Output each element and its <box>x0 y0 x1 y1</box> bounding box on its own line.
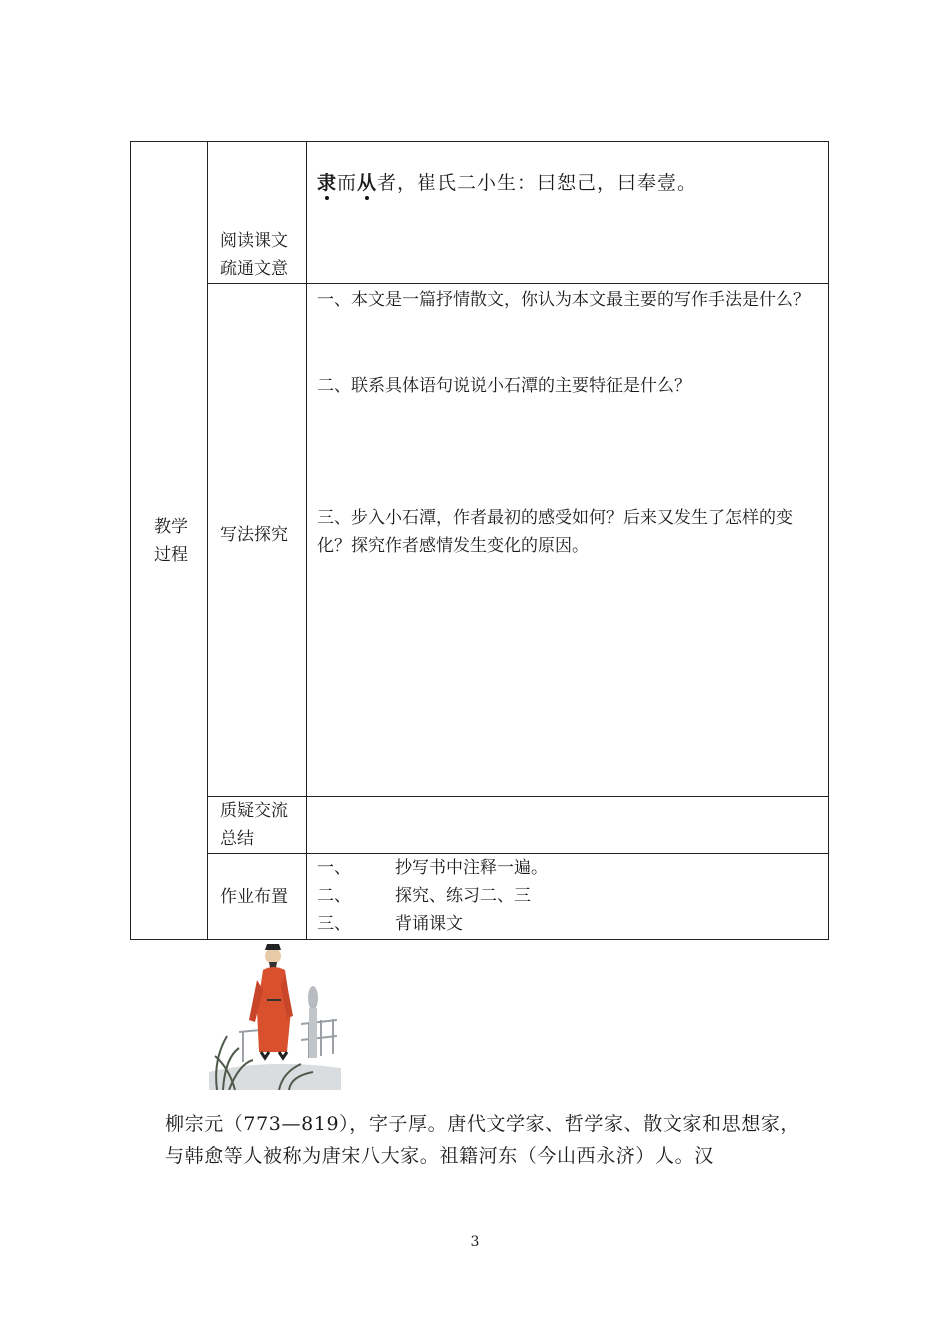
author-biography: 柳宗元（773—819），字子厚。唐代文学家、哲学家、散文家和思想家，与韩愈等人被称为唐宋八大家。祖籍河东（今山西永济）人。汉 <box>165 1113 801 1167</box>
homework-list <box>307 854 828 938</box>
homework-num: 三、 <box>317 914 351 934</box>
stage-label-line2: 过程 <box>154 544 188 565</box>
reading-label-line2: 疏通文意 <box>220 259 288 279</box>
portrait-illustration <box>209 940 341 1090</box>
stage-label-line1: 教学 <box>154 516 188 537</box>
excerpt-rest: 者，崔氏二小生：曰恕己，曰奉壹。 <box>377 172 698 194</box>
homework-text: 背诵课文 <box>395 914 463 934</box>
writing-label: 写法探究 <box>220 525 288 545</box>
homework-item <box>317 882 820 910</box>
liu-zongyuan-portrait <box>209 940 341 1090</box>
row-label-homework <box>208 854 307 940</box>
homework-num: 二、 <box>317 886 351 906</box>
stage-cell <box>131 142 208 940</box>
row-label-writing <box>208 284 307 797</box>
reading-label-line1: 阅读课文 <box>220 231 288 251</box>
qa-label-line2: 总结 <box>220 829 254 849</box>
excerpt-mid: 而 <box>337 172 358 194</box>
homework-text: 探究、练习二、三 <box>395 886 531 906</box>
question-1: 一、本文是一篇抒情散文，你认为本文最主要的写作手法是什么？ <box>317 290 810 310</box>
homework-item <box>317 854 820 882</box>
question-2: 二、联系具体语句说说小石潭的主要特征是什么？ <box>317 376 691 396</box>
excerpt-text <box>307 169 828 197</box>
dotted-char-1: 隶 <box>317 172 338 194</box>
row-label-reading <box>208 142 307 284</box>
homework-num: 一、 <box>317 858 351 878</box>
qa-label-line1: 质疑交流 <box>220 801 288 821</box>
reading-content <box>307 142 829 284</box>
question-3: 三、步入小石潭，作者最初的感受如何？后来又发生了怎样的变化？探究作者感情发生变化的原因。 <box>317 508 793 556</box>
writing-content <box>307 284 829 797</box>
dotted-char-2: 从 <box>357 172 378 194</box>
homework-content <box>307 854 829 940</box>
row-label-qa <box>208 797 307 854</box>
lesson-plan-table <box>130 141 829 940</box>
homework-label: 作业布置 <box>220 886 288 907</box>
qa-content <box>307 797 829 854</box>
homework-text: 抄写书中注释一遍。 <box>395 858 548 878</box>
page-number: 3 <box>470 1234 480 1250</box>
homework-item <box>317 910 820 938</box>
